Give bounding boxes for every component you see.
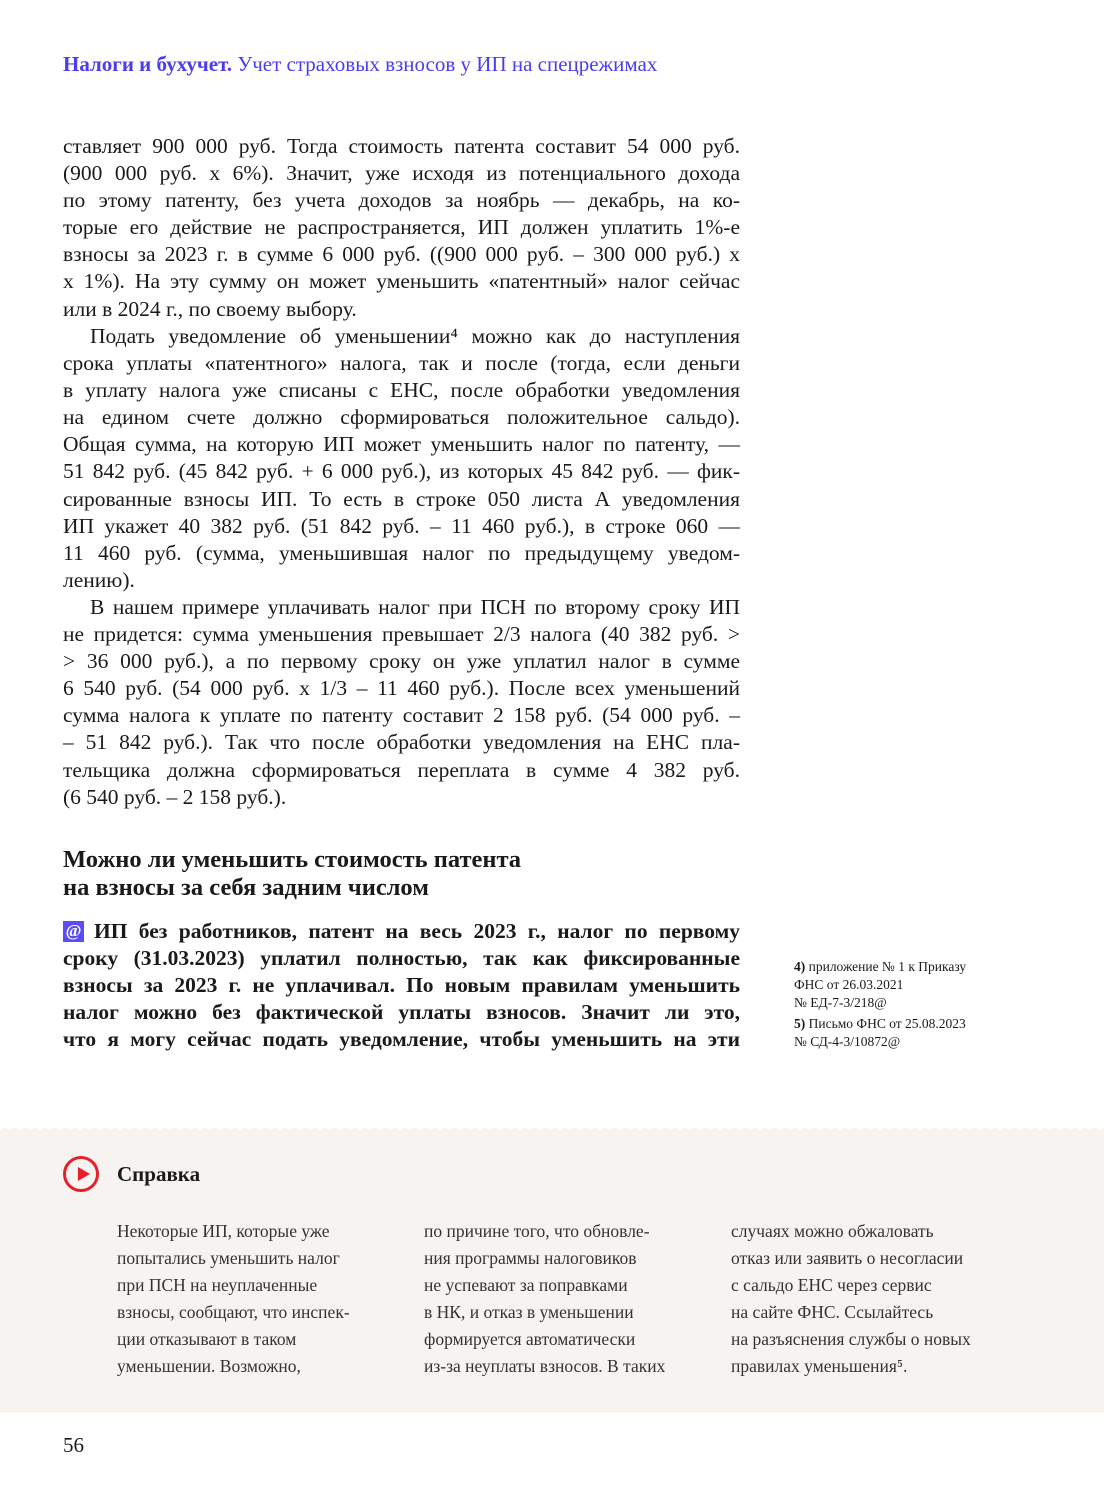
text-line: > 36 000 руб.), а по первому сроку он уже уплатил налог в сумме	[63, 649, 740, 674]
text-line: сированные взносы ИП. То есть в строке 050 листа А уведомления	[63, 486, 740, 511]
text-line: ставляет 900 000 руб. Тогда стоимость патента составит 54 000 руб.	[63, 134, 740, 158]
text-line: ИП укажет 40 382 руб. (51 842 руб. – 11 460 руб.), в строке 060 —	[63, 513, 740, 538]
reference-line: правилах уменьшения⁵.	[731, 1356, 908, 1377]
reference-line: ции отказывают в таком	[117, 1329, 297, 1350]
text-line: взносы за 2023 г. в сумме 6 000 руб. ((900 000 руб. – 300 000 руб.) x	[63, 242, 740, 267]
text-line: взносы за 2023 г. не уплачивал. По новым правилам уменьшить	[63, 973, 740, 998]
question-line: ИП без работников, патент на весь 2023 г., налог по первому	[94, 919, 740, 943]
footnote-line: приложение № 1 к Приказу	[808, 959, 967, 974]
reference-line: на сайте ФНС. Ссылайтесь	[731, 1302, 934, 1323]
text-line: x 1%). На эту сумму он может уменьшить «патентный» налог сейчас	[63, 269, 740, 294]
header-title: Учет страховых взносов у ИП на спецрежимах	[237, 52, 658, 76]
footnote-5	[794, 1015, 1024, 1051]
text-line: не придется: сумма уменьшения превышает 2/3 налога (40 382 руб. >	[63, 622, 740, 647]
text-line: сроку (31.03.2023) уплатил полностью, так как фиксированные	[63, 946, 740, 971]
reference-line: формируется автоматически	[424, 1329, 636, 1350]
footnote-number: 5)	[794, 1016, 806, 1031]
reference-line: при ПСН на неуплаченные	[117, 1275, 318, 1296]
text-line: В нашем примере уплачивать налог при ПСН по второму сроку ИП	[90, 595, 740, 619]
footnotes	[794, 958, 1024, 1051]
body-paragraph-3	[63, 594, 740, 811]
text-line: что я могу сейчас подать уведомление, чтобы уменьшить на эти	[63, 1027, 740, 1052]
reference-line: уменьшении. Возможно,	[117, 1356, 301, 1377]
text-line: (6 540 руб. – 2 158 руб.).	[63, 784, 287, 809]
question-block	[63, 918, 740, 1053]
text-line	[63, 918, 740, 945]
text-line: срока уплаты «патентного» налога, так и после (тогда, если деньги	[63, 351, 740, 376]
text-line: 51 842 руб. (45 842 руб. + 6 000 руб.), из которых 45 842 руб. — фик-	[63, 459, 740, 484]
text-line: лению).	[63, 567, 135, 592]
at-icon: @	[63, 921, 84, 942]
text-line: 11 460 руб. (сумма, уменьшившая налог по предыдущему уведом-	[63, 540, 740, 565]
body-paragraph-1	[63, 133, 740, 323]
footnote-number: 4)	[794, 959, 806, 974]
reference-line: в НК, и отказ в уменьшении	[424, 1302, 634, 1323]
text-line: в уплату налога уже списаны с ЕНС, после обработки уведомления	[63, 378, 740, 403]
footnote-line: ФНС от 26.03.2021	[794, 977, 904, 992]
reference-line: взносы, сообщают, что инспек-	[117, 1302, 350, 1323]
footnote-line: № ЕД-7-3/218@	[794, 995, 887, 1010]
footnote-4	[794, 958, 1024, 1012]
text-line: на едином счете должно сформироваться положительное сальдо).	[63, 405, 740, 430]
reference-title: Справка	[117, 1162, 201, 1186]
text-line: Общая сумма, на которую ИП может уменьшить налог по патенту, —	[63, 432, 740, 457]
text-line: торые его действие не распространяется, ИП должен уплатить 1%-е	[63, 215, 740, 240]
reference-line: ния программы налоговиков	[424, 1248, 637, 1269]
text-line: 6 540 руб. (54 000 руб. x 1/3 – 11 460 руб.). После всех уменьшений	[63, 676, 740, 701]
reference-line: случаях можно обжаловать	[731, 1221, 934, 1241]
text-line: – 51 842 руб.). Так что после обработки уведомления на ЕНС пла-	[63, 730, 740, 755]
footnote-line: № СД-4-3/10872@	[794, 1034, 901, 1049]
text-line: или в 2024 г., по своему выбору.	[63, 296, 357, 321]
section-heading	[63, 846, 521, 902]
reference-line: отказ или заявить о несогласии	[731, 1248, 964, 1269]
reference-column-3	[731, 1218, 971, 1381]
footnote-line: Письмо ФНС от 25.08.2023	[808, 1016, 966, 1031]
reference-line: попытались уменьшить налог	[117, 1248, 340, 1269]
text-line: Подать уведомление об уменьшении⁴ можно как до наступления	[90, 324, 740, 348]
body-paragraph-2	[63, 323, 740, 594]
running-header	[63, 52, 657, 77]
reference-line: по причине того, что обновле-	[424, 1221, 650, 1241]
reference-column-1	[117, 1218, 350, 1381]
play-icon	[63, 1156, 99, 1192]
heading-line: Можно ли уменьшить стоимость патента	[63, 846, 522, 873]
reference-line: на разъяснения службы о новых	[731, 1329, 971, 1350]
text-line: (900 000 руб. x 6%). Значит, уже исходя из потенциального дохода	[63, 161, 740, 186]
text-line: по этому патенту, без учета доходов за ноябрь — декабрь, на ко-	[63, 188, 740, 213]
text-line: тельщика должна сформироваться переплата в сумме 4 382 руб.	[63, 757, 740, 782]
heading-line: на взносы за себя задним числом	[63, 874, 429, 901]
reference-box	[0, 1130, 1104, 1413]
text-line: сумма налога к уплате по патенту составит 2 158 руб. (54 000 руб. –	[63, 703, 740, 728]
header-section: Налоги и бухучет.	[63, 52, 233, 76]
reference-line: не успевают за поправками	[424, 1275, 628, 1296]
reference-line: из-за неуплаты взносов. В таких	[424, 1356, 666, 1377]
page-number: 56	[63, 1433, 84, 1457]
reference-column-2	[424, 1218, 665, 1381]
reference-line: Некоторые ИП, которые уже	[117, 1221, 330, 1241]
reference-line: с сальдо ЕНС через сервис	[731, 1275, 932, 1296]
text-line: налог можно без фактической уплаты взносов. Значит ли это,	[63, 1000, 740, 1025]
